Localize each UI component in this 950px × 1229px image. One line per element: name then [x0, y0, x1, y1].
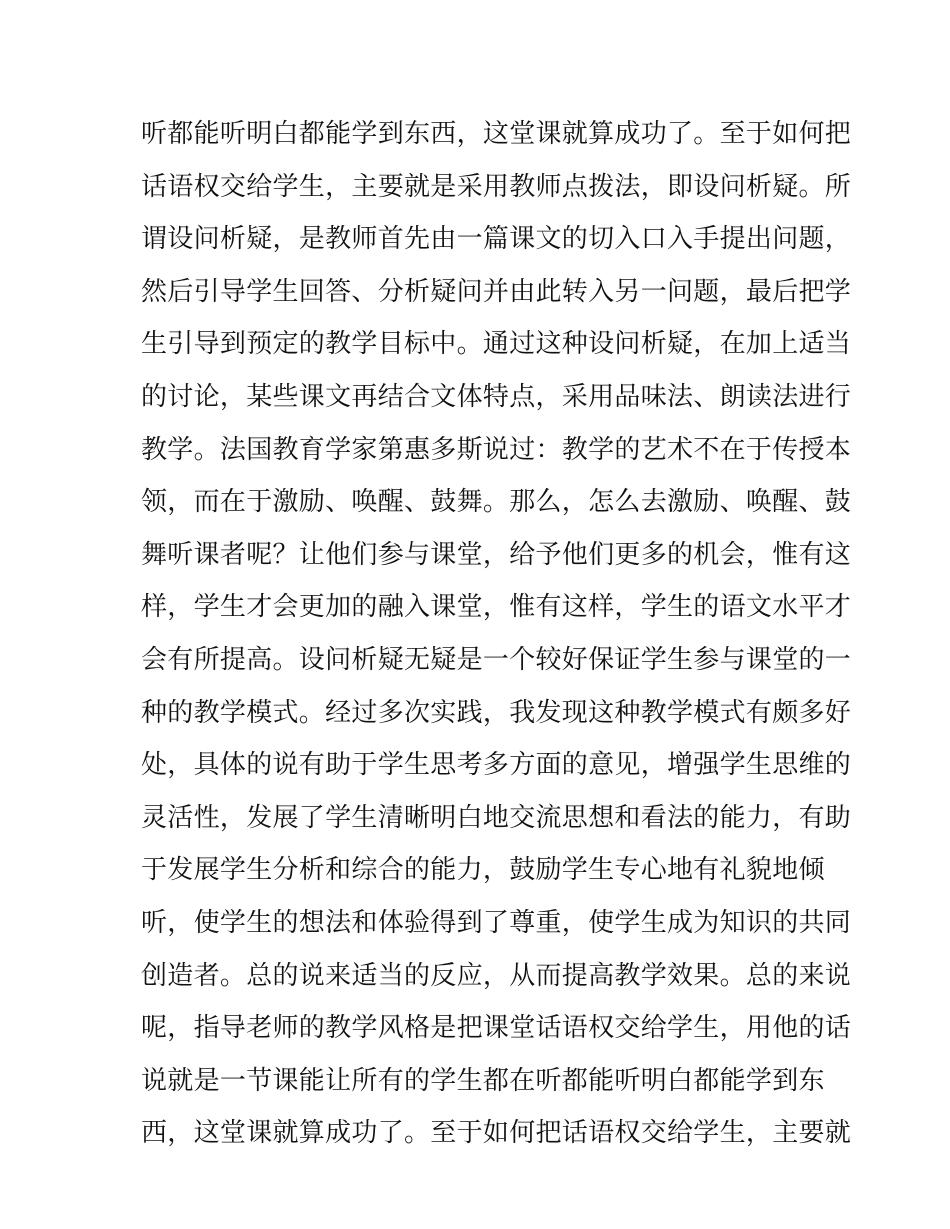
text-line: 然后引导学生回答、分析疑问并由此转入另一问题，最后把学	[141, 276, 852, 307]
text-line: 样，学生才会更加的融入课堂，惟有这样，学生的语文水平才	[141, 592, 852, 623]
text-line: 生引导到预定的教学目标中。通过这种设问析疑，在加上适当	[141, 329, 852, 360]
text-line: 会有所提高。设问析疑无疑是一个较好保证学生参与课堂的一	[141, 644, 852, 675]
text-line: 于发展学生分析和综合的能力，鼓励学生专心地有礼貌地倾	[141, 855, 825, 886]
text-line: 舞听课者呢？让他们参与课堂，给予他们更多的机会，惟有这	[141, 539, 852, 570]
text-line: 种的教学模式。经过多次实践，我发现这种教学模式有颇多好	[141, 697, 852, 728]
text-line: 话语权交给学生，主要就是采用教师点拨法，即设问析疑。所	[141, 171, 852, 202]
text-line: 呢，指导老师的教学风格是把课堂话语权交给学生，用他的话	[141, 1013, 852, 1044]
text-line: 创造者。总的说来适当的反应，从而提高教学效果。总的来说	[141, 960, 852, 991]
text-line: 灵活性，发展了学生清晰明白地交流思想和看法的能力，有助	[141, 802, 852, 833]
text-line: 听都能听明白都能学到东西，这堂课就算成功了。至于如何把	[141, 119, 852, 149]
text-line: 谓设问析疑，是教师首先由一篇课文的切入口入手提出问题，	[141, 224, 852, 255]
text-line: 听，使学生的想法和体验得到了尊重，使学生成为知识的共同	[141, 907, 852, 938]
body-text	[141, 108, 852, 1160]
text-line: 教学。法国教育学家第惠多斯说过：教学的艺术不在于传授本	[141, 434, 852, 465]
text-line: 的讨论，某些课文再结合文体特点，采用品味法、朗读法进行	[141, 381, 852, 412]
text-line: 说就是一节课能让所有的学生都在听都能听明白都能学到东	[141, 1065, 825, 1096]
text-line: 领，而在于激励、唤醒、鼓舞。那么，怎么去激励、唤醒、鼓	[141, 487, 852, 518]
text-line: 处，具体的说有助于学生思考多方面的意见，增强学生思维的	[141, 750, 852, 781]
text-line: 西，这堂课就算成功了。至于如何把话语权交给学生，主要就	[141, 1118, 852, 1149]
